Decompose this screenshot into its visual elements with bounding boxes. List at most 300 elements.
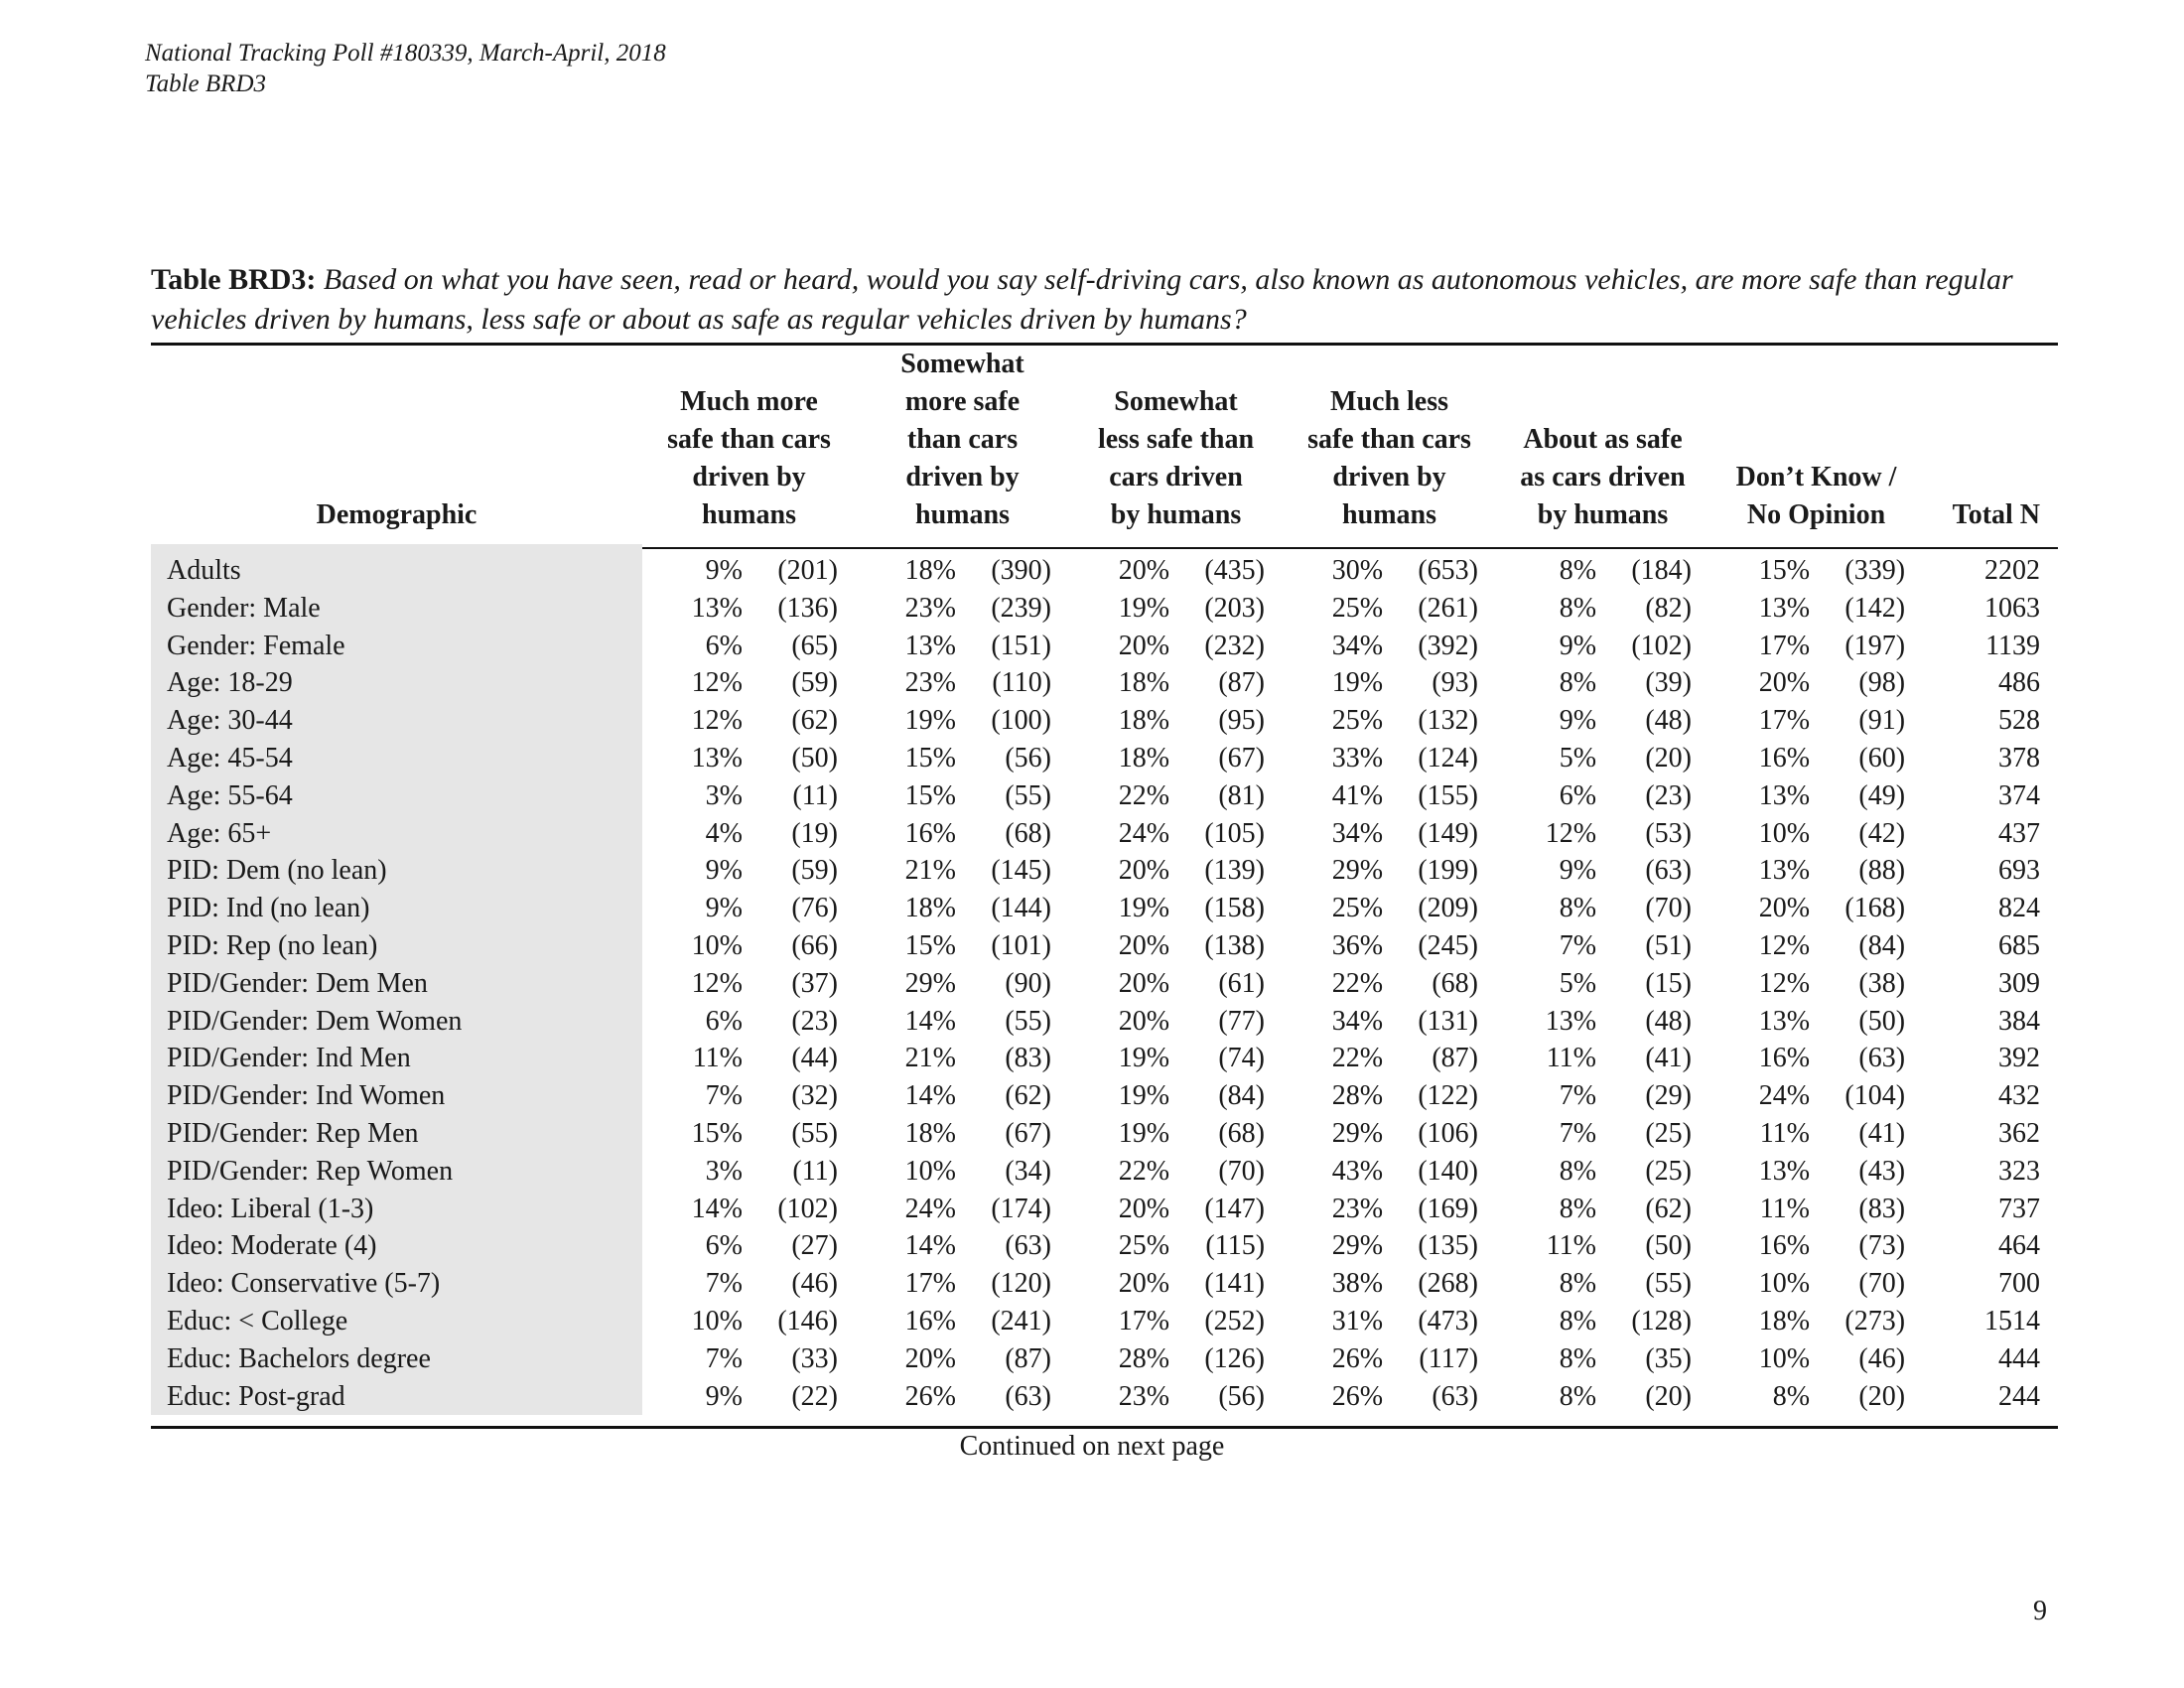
cell-percent: 16% [1758, 1230, 1811, 1262]
cell-count: (81) [1218, 779, 1266, 811]
cell-percent: 23% [904, 667, 956, 699]
cell-count: (232) [1204, 630, 1266, 661]
cell-percent: 8% [1559, 1155, 1597, 1187]
cell-count: (33) [791, 1342, 838, 1374]
cell-count: (19) [791, 817, 838, 849]
cell-percent: 15% [691, 1117, 743, 1149]
cell-count: (35) [1645, 1342, 1693, 1374]
cell-percent: 10% [904, 1155, 956, 1187]
cell-percent: 10% [1758, 1268, 1811, 1300]
cell-count: (51) [1645, 929, 1693, 961]
poll-title: National Tracking Poll #180339, March-April, 2018 [145, 40, 666, 67]
cell-percent: 25% [1331, 893, 1384, 924]
cell-percent: 15% [904, 929, 956, 961]
row-label: Educ: < College [151, 1303, 642, 1340]
cell-count: (155) [1418, 779, 1479, 811]
cell-percent: 19% [1118, 1117, 1170, 1149]
cell-total: 362 [1998, 1117, 2041, 1149]
cell-count: (88) [1858, 855, 1906, 887]
cell-count: (339) [1844, 555, 1906, 586]
cell-total: 444 [1998, 1342, 2041, 1374]
cell-percent: 13% [1758, 855, 1811, 887]
cell-count: (144) [991, 893, 1052, 924]
cell-count: (151) [991, 630, 1052, 661]
cell-count: (142) [1844, 592, 1906, 624]
row-label: Educ: Bachelors degree [151, 1340, 642, 1378]
cell-percent: 7% [705, 1080, 743, 1112]
cell-count: (39) [1645, 667, 1693, 699]
cell-count: (46) [791, 1268, 838, 1300]
row-label: Age: 55-64 [151, 777, 642, 815]
cell-percent: 13% [691, 592, 743, 624]
cell-percent: 25% [1118, 1230, 1170, 1262]
cell-total: 1514 [1984, 1305, 2041, 1336]
cell-count: (83) [1005, 1043, 1052, 1074]
header-line: Somewhat [1114, 386, 1238, 417]
table-row [151, 815, 2058, 853]
header-line: humans [702, 499, 796, 530]
cell-count: (27) [791, 1230, 838, 1262]
cell-count: (158) [1204, 893, 1266, 924]
cell-percent: 8% [1772, 1380, 1811, 1412]
cell-count: (87) [1218, 667, 1266, 699]
cell-percent: 17% [904, 1268, 956, 1300]
cell-count: (42) [1858, 817, 1906, 849]
cell-count: (84) [1858, 929, 1906, 961]
cell-total: 824 [1998, 893, 2041, 924]
cell-count: (245) [1418, 929, 1479, 961]
cell-percent: 20% [1118, 1005, 1170, 1037]
cell-count: (100) [991, 705, 1052, 737]
header-line: No Opinion [1746, 499, 1886, 530]
cell-count: (201) [777, 555, 838, 586]
cell-percent: 20% [1758, 667, 1811, 699]
cell-count: (653) [1418, 555, 1479, 586]
table-row [151, 590, 2058, 628]
cell-count: (390) [991, 555, 1052, 586]
cell-count: (43) [1858, 1155, 1906, 1187]
cell-total: 384 [1998, 1005, 2041, 1037]
table-row [151, 1077, 2058, 1115]
cell-percent: 19% [1118, 1080, 1170, 1112]
header-line: Much more [680, 386, 818, 417]
cell-count: (56) [1218, 1380, 1266, 1412]
cell-percent: 25% [1331, 592, 1384, 624]
cell-percent: 18% [1118, 667, 1170, 699]
cell-count: (169) [1418, 1193, 1479, 1224]
cell-total: 2202 [1984, 555, 2041, 586]
cell-percent: 20% [1118, 967, 1170, 999]
col-header-dont-know [1709, 346, 1923, 544]
row-label: Educ: Post-grad [151, 1378, 642, 1416]
row-label: Adults [151, 544, 642, 590]
cell-percent: 7% [1559, 1080, 1597, 1112]
cell-count: (203) [1204, 592, 1266, 624]
row-label: Gender: Male [151, 590, 642, 628]
cell-count: (209) [1418, 893, 1479, 924]
cell-count: (63) [1005, 1380, 1052, 1412]
row-label: Gender: Female [151, 628, 642, 665]
cell-count: (136) [777, 592, 838, 624]
cell-count: (239) [991, 592, 1052, 624]
header-row [151, 346, 2058, 544]
cell-count: (131) [1418, 1005, 1479, 1037]
cell-count: (473) [1418, 1305, 1479, 1336]
cell-total: 374 [1998, 779, 2041, 811]
cell-total: 700 [1998, 1268, 2041, 1300]
cell-total: 432 [1998, 1080, 2041, 1112]
header-line: humans [1342, 499, 1436, 530]
cell-percent: 33% [1331, 742, 1384, 774]
cell-count: (15) [1645, 967, 1693, 999]
table-row [151, 1003, 2058, 1041]
table-caption [151, 260, 2057, 340]
cell-percent: 9% [705, 893, 743, 924]
cell-percent: 20% [1118, 929, 1170, 961]
cell-percent: 17% [1758, 705, 1811, 737]
table-id: Table BRD3 [145, 70, 266, 97]
cell-percent: 13% [1758, 779, 1811, 811]
cell-count: (38) [1858, 967, 1906, 999]
cell-percent: 12% [1758, 929, 1811, 961]
cell-count: (120) [991, 1268, 1052, 1300]
cell-count: (59) [791, 667, 838, 699]
cell-count: (62) [791, 705, 838, 737]
cell-count: (392) [1418, 630, 1479, 661]
cell-percent: 7% [705, 1268, 743, 1300]
cell-percent: 4% [705, 817, 743, 849]
header-line: safe than cars [1307, 424, 1471, 455]
cell-total: 693 [1998, 855, 2041, 887]
cell-count: (83) [1858, 1193, 1906, 1224]
cell-total: 323 [1998, 1155, 2041, 1187]
cell-count: (197) [1844, 630, 1906, 661]
row-label: PID/Gender: Ind Men [151, 1040, 642, 1077]
cell-count: (77) [1218, 1005, 1266, 1037]
cell-percent: 24% [1118, 817, 1170, 849]
table-row [151, 740, 2058, 777]
cell-count: (55) [1645, 1268, 1693, 1300]
row-label: PID/Gender: Dem Men [151, 965, 642, 1003]
cell-percent: 10% [691, 1305, 743, 1336]
cell-count: (20) [1858, 1380, 1906, 1412]
cell-count: (141) [1204, 1268, 1266, 1300]
header-line: Don’t Know / [1735, 462, 1897, 492]
cell-count: (23) [791, 1005, 838, 1037]
header-line: as cars driven [1520, 462, 1686, 492]
cell-percent: 6% [1559, 779, 1597, 811]
cell-percent: 13% [691, 742, 743, 774]
cell-count: (261) [1418, 592, 1479, 624]
cell-percent: 12% [1545, 817, 1597, 849]
cell-percent: 34% [1331, 817, 1384, 849]
cell-count: (50) [1858, 1005, 1906, 1037]
cell-percent: 8% [1559, 1380, 1597, 1412]
page-number: 9 [2033, 1596, 2047, 1626]
cell-count: (63) [1005, 1230, 1052, 1262]
cell-percent: 16% [904, 817, 956, 849]
cell-percent: 6% [705, 1005, 743, 1037]
cell-percent: 21% [904, 855, 956, 887]
cell-total: 685 [1998, 929, 2041, 961]
cell-percent: 11% [1759, 1193, 1811, 1224]
cell-count: (102) [777, 1193, 838, 1224]
table-row [151, 777, 2058, 815]
cell-count: (74) [1218, 1043, 1266, 1074]
cell-percent: 23% [1331, 1193, 1384, 1224]
row-label: PID: Ind (no lean) [151, 890, 642, 927]
cell-count: (84) [1218, 1080, 1266, 1112]
cell-count: (60) [1858, 742, 1906, 774]
cell-count: (104) [1844, 1080, 1906, 1112]
table-row [151, 1191, 2058, 1228]
cell-count: (102) [1631, 630, 1693, 661]
row-label: PID: Rep (no lean) [151, 927, 642, 965]
cell-percent: 16% [904, 1305, 956, 1336]
cell-count: (34) [1005, 1155, 1052, 1187]
cell-count: (73) [1858, 1230, 1906, 1262]
cell-count: (68) [1005, 817, 1052, 849]
cell-count: (199) [1418, 855, 1479, 887]
header-line: by humans [1537, 499, 1669, 530]
cell-percent: 15% [1758, 555, 1811, 586]
cell-percent: 31% [1331, 1305, 1384, 1336]
cell-percent: 41% [1331, 779, 1384, 811]
cell-percent: 19% [1118, 893, 1170, 924]
cell-percent: 13% [1758, 1155, 1811, 1187]
cell-count: (138) [1204, 929, 1266, 961]
cell-percent: 3% [705, 1155, 743, 1187]
cell-count: (48) [1645, 705, 1693, 737]
row-label: PID/Gender: Ind Women [151, 1077, 642, 1115]
row-label: PID/Gender: Dem Women [151, 1003, 642, 1041]
cell-percent: 17% [1118, 1305, 1170, 1336]
cell-count: (252) [1204, 1305, 1266, 1336]
cell-count: (41) [1858, 1117, 1906, 1149]
cell-count: (23) [1645, 779, 1693, 811]
cell-percent: 18% [1118, 742, 1170, 774]
col-header-demographic: Demographic [316, 499, 478, 530]
header-line: humans [915, 499, 1010, 530]
header-line: by humans [1110, 499, 1242, 530]
cell-percent: 20% [1118, 855, 1170, 887]
cell-percent: 29% [904, 967, 956, 999]
cell-percent: 13% [1758, 592, 1811, 624]
cell-percent: 7% [1559, 929, 1597, 961]
cell-count: (65) [791, 630, 838, 661]
cell-count: (59) [791, 855, 838, 887]
cell-percent: 19% [1331, 667, 1384, 699]
cell-count: (117) [1419, 1342, 1479, 1374]
cell-percent: 11% [692, 1043, 743, 1074]
cell-percent: 15% [904, 779, 956, 811]
cell-count: (49) [1858, 779, 1906, 811]
cell-count: (106) [1418, 1117, 1479, 1149]
cell-percent: 9% [1559, 705, 1597, 737]
cell-total: 737 [1998, 1193, 2041, 1224]
cell-percent: 13% [904, 630, 956, 661]
cell-percent: 34% [1331, 630, 1384, 661]
cell-percent: 12% [1758, 967, 1811, 999]
cell-count: (22) [791, 1380, 838, 1412]
cell-count: (124) [1418, 742, 1479, 774]
cell-count: (435) [1204, 555, 1266, 586]
table-row [151, 544, 2058, 590]
col-header-much-more-safe [642, 346, 856, 544]
cell-percent: 20% [1758, 893, 1811, 924]
cell-percent: 10% [1758, 1342, 1811, 1374]
cell-count: (105) [1204, 817, 1266, 849]
cell-count: (132) [1418, 705, 1479, 737]
cell-count: (67) [1005, 1117, 1052, 1149]
row-label: Ideo: Moderate (4) [151, 1227, 642, 1265]
cell-percent: 18% [904, 555, 956, 586]
cell-percent: 30% [1331, 555, 1384, 586]
col-header-about-as-safe [1496, 346, 1709, 544]
cell-percent: 10% [691, 929, 743, 961]
row-label: Ideo: Liberal (1-3) [151, 1191, 642, 1228]
cell-percent: 9% [1559, 855, 1597, 887]
cell-count: (241) [991, 1305, 1052, 1336]
cell-count: (95) [1218, 705, 1266, 737]
row-label: Age: 65+ [151, 815, 642, 853]
cell-count: (41) [1645, 1043, 1693, 1074]
cell-percent: 20% [1118, 1193, 1170, 1224]
cell-count: (25) [1645, 1117, 1693, 1149]
cell-percent: 22% [1331, 967, 1384, 999]
cell-percent: 10% [1758, 817, 1811, 849]
cell-count: (147) [1204, 1193, 1266, 1224]
cell-total: 309 [1998, 967, 2041, 999]
cell-percent: 28% [1118, 1342, 1170, 1374]
cell-percent: 8% [1559, 1193, 1597, 1224]
cell-total: 486 [1998, 667, 2041, 699]
cell-percent: 20% [1118, 555, 1170, 586]
cell-count: (139) [1204, 855, 1266, 887]
cell-percent: 26% [904, 1380, 956, 1412]
cell-total: 437 [1998, 817, 2041, 849]
cell-percent: 13% [1758, 1005, 1811, 1037]
cell-count: (11) [792, 1155, 838, 1187]
cell-count: (87) [1005, 1342, 1052, 1374]
cell-percent: 8% [1559, 555, 1597, 586]
cell-count: (62) [1005, 1080, 1052, 1112]
header-line: cars driven [1109, 462, 1243, 492]
cell-total: 378 [1998, 742, 2041, 774]
cell-percent: 12% [691, 967, 743, 999]
cell-percent: 34% [1331, 1005, 1384, 1037]
cell-percent: 25% [1331, 705, 1384, 737]
cell-percent: 23% [904, 592, 956, 624]
cell-count: (55) [791, 1117, 838, 1149]
header-line: than cars [906, 424, 1019, 455]
cell-percent: 22% [1118, 1155, 1170, 1187]
caption-question: Based on what you have seen, read or heard, would you say self-driving cars, also known as autonomous vehicles, are more safe than regular vehicles driven by humans, less safe or about as safe as regular vehicles driven by humans? [151, 263, 2013, 336]
cell-percent: 14% [904, 1005, 956, 1037]
cell-percent: 29% [1331, 855, 1384, 887]
cell-count: (63) [1645, 855, 1693, 887]
row-label: Age: 45-54 [151, 740, 642, 777]
row-label: Age: 30-44 [151, 702, 642, 740]
header-line: driven by [692, 462, 806, 492]
cell-count: (101) [991, 929, 1052, 961]
cell-percent: 18% [904, 1117, 956, 1149]
table-row [151, 1265, 2058, 1303]
cell-percent: 9% [705, 555, 743, 586]
cell-percent: 7% [705, 1342, 743, 1374]
cell-percent: 6% [705, 630, 743, 661]
cell-count: (122) [1418, 1080, 1479, 1112]
cell-count: (140) [1418, 1155, 1479, 1187]
col-header-somewhat-less-safe [1069, 346, 1283, 544]
table-row [151, 702, 2058, 740]
cell-count: (56) [1005, 742, 1052, 774]
cell-count: (268) [1418, 1268, 1479, 1300]
results-table [151, 346, 2058, 1415]
cell-count: (174) [991, 1193, 1052, 1224]
cell-percent: 11% [1546, 1043, 1597, 1074]
cell-percent: 22% [1331, 1043, 1384, 1074]
header-line: more safe [904, 386, 1021, 417]
cell-count: (146) [777, 1305, 838, 1336]
header-line: less safe than [1097, 424, 1255, 455]
col-header-total-n: Total N [1952, 499, 2041, 530]
cell-percent: 36% [1331, 929, 1384, 961]
table-row [151, 1378, 2058, 1416]
cell-count: (55) [1005, 1005, 1052, 1037]
cell-total: 464 [1998, 1230, 2041, 1262]
table-row [151, 890, 2058, 927]
header-line: About as safe [1523, 424, 1683, 455]
cell-count: (70) [1858, 1268, 1906, 1300]
cell-percent: 18% [904, 893, 956, 924]
cell-percent: 14% [904, 1080, 956, 1112]
cell-percent: 29% [1331, 1117, 1384, 1149]
table-body [151, 544, 2058, 1415]
cell-count: (50) [1645, 1230, 1693, 1262]
table-row [151, 965, 2058, 1003]
cell-count: (48) [1645, 1005, 1693, 1037]
row-label: Ideo: Conservative (5-7) [151, 1265, 642, 1303]
cell-count: (66) [791, 929, 838, 961]
table-row [151, 927, 2058, 965]
cell-count: (68) [1218, 1117, 1266, 1149]
cell-total: 244 [1998, 1380, 2041, 1412]
cell-count: (46) [1858, 1342, 1906, 1374]
cell-percent: 22% [1118, 779, 1170, 811]
cell-percent: 11% [1759, 1117, 1811, 1149]
cell-percent: 12% [691, 705, 743, 737]
header-line: safe than cars [667, 424, 831, 455]
table-row [151, 628, 2058, 665]
cell-percent: 6% [705, 1230, 743, 1262]
cell-percent: 38% [1331, 1268, 1384, 1300]
table-row [151, 1115, 2058, 1153]
cell-percent: 19% [1118, 1043, 1170, 1074]
cell-percent: 19% [904, 705, 956, 737]
cell-count: (128) [1631, 1305, 1693, 1336]
cell-count: (25) [1645, 1155, 1693, 1187]
cell-count: (62) [1645, 1193, 1693, 1224]
cell-percent: 12% [691, 667, 743, 699]
cell-percent: 29% [1331, 1230, 1384, 1262]
cell-count: (145) [991, 855, 1052, 887]
cell-percent: 23% [1118, 1380, 1170, 1412]
cell-count: (93) [1432, 667, 1479, 699]
row-label: Age: 18-29 [151, 664, 642, 702]
cell-percent: 8% [1559, 667, 1597, 699]
cell-count: (184) [1631, 555, 1693, 586]
